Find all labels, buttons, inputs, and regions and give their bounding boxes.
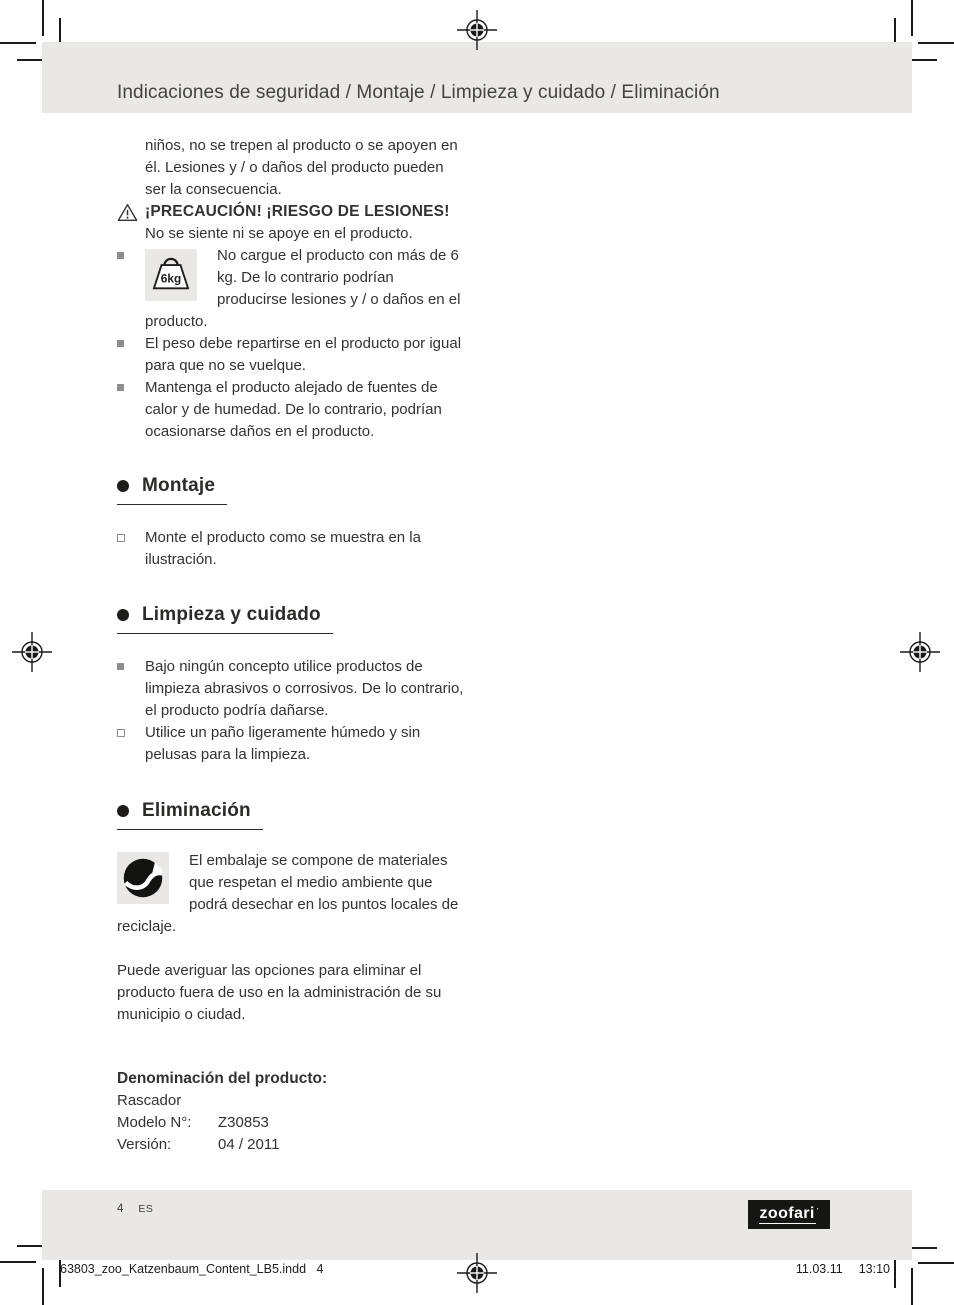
language-code: ES — [138, 1203, 154, 1215]
warning-triangle-icon — [117, 203, 138, 222]
product-info-section — [117, 1068, 465, 1156]
section-bullet-icon — [117, 805, 129, 817]
print-time: 13:10 — [858, 1262, 890, 1276]
svg-text:6kg: 6kg — [160, 271, 182, 286]
bullet-square-outline-icon — [117, 534, 125, 542]
version-value: 04 / 2011 — [218, 1136, 280, 1153]
product-heading: Denominación del producto: — [117, 1070, 328, 1087]
weight-distribution-text: El peso debe repartirse en el producto por igual para que no se vuelque. — [145, 335, 462, 374]
crop-mark — [42, 0, 44, 36]
model-label: Modelo N°: — [117, 1114, 192, 1131]
caution-item — [117, 201, 465, 245]
page-number: 4 — [117, 1203, 124, 1215]
max-weight-6kg-icon — [150, 257, 192, 293]
weight-limit-item — [117, 245, 465, 333]
weight-limit-text: No cargue el producto con más de 6 kg. De lo contrario podrían producirse lesiones y / o daños en el producto. — [145, 247, 461, 330]
packaging-block — [117, 850, 465, 938]
page-footer-bar — [42, 1190, 912, 1260]
registration-mark-icon — [900, 632, 940, 672]
product-name: Rascador — [117, 1092, 182, 1109]
limpieza-item-abrasivos — [117, 656, 465, 722]
product-version-row — [117, 1134, 465, 1156]
model-value: Z30853 — [218, 1114, 269, 1131]
safety-intro-text: niños, no se trepen al producto o se apoyen en él. Lesiones y / o daños del producto pueden ser la consecuencia. — [145, 137, 458, 198]
page-info — [117, 1203, 153, 1215]
disposal-text: Puede averiguar las opciones para eliminar el producto fuera de uso en la administración de su municipio o ciudad. — [117, 962, 442, 1023]
content-column — [117, 135, 465, 1156]
caution-heading: ¡PRECAUCIÓN! ¡RIESGO DE LESIONES! — [145, 203, 450, 220]
montaje-text: Monte el producto como se muestra en la ilustración. — [145, 529, 421, 568]
limpieza-heading: Limpieza y cuidado — [117, 604, 333, 634]
zoofari-logo-text: zoofari — [759, 1204, 815, 1222]
bullet-square-icon — [117, 663, 124, 670]
montaje-section — [117, 475, 465, 571]
zoofari-logo — [748, 1200, 830, 1229]
crop-mark — [911, 0, 913, 36]
page-title: Indicaciones de seguridad / Montaje / Limpieza y cuidado / Eliminación — [117, 82, 720, 104]
print-file-name: 63803_zoo_Katzenbaum_Content_LB5.indd 4 — [60, 1262, 324, 1276]
page-header-bar — [42, 42, 912, 113]
bullet-square-icon — [117, 384, 124, 391]
crop-mark — [0, 42, 36, 44]
crop-mark — [918, 42, 954, 44]
weight-distribution-item — [117, 333, 465, 377]
registration-mark-icon — [457, 1253, 497, 1293]
bullet-square-icon — [117, 252, 124, 259]
caution-text: No se siente ni se apoye en el producto. — [145, 225, 413, 242]
heat-humidity-item — [117, 377, 465, 443]
limpieza-item-pano — [117, 722, 465, 766]
print-date: 11.03.11 — [795, 1262, 843, 1276]
bullet-square-icon — [117, 340, 124, 347]
bullet-square-outline-icon — [117, 729, 125, 737]
limpieza-abrasivos-text: Bajo ningún concepto utilice productos de limpieza abrasivos o corrosivos. De lo contrario, el producto podría dañarse. — [145, 658, 464, 719]
montaje-item — [117, 527, 465, 571]
product-model-row — [117, 1112, 465, 1134]
montaje-heading: Montaje — [117, 475, 227, 505]
zoofari-logo-mark: · — [815, 1203, 820, 1215]
version-label: Versión: — [117, 1136, 172, 1153]
safety-section — [117, 135, 465, 443]
registration-mark-icon — [457, 10, 497, 50]
registration-mark-icon — [12, 632, 52, 672]
eliminacion-heading: Eliminación — [117, 800, 263, 830]
green-dot-recycling-icon — [121, 856, 165, 900]
heat-humidity-text: Mantenga el producto alejado de fuentes de calor y de humedad. De lo contrario, podrían ocasionarse daños en el producto. — [145, 379, 442, 440]
eliminacion-section — [117, 800, 465, 1026]
packaging-text: El embalaje se compone de materiales que respetan el medio ambiente que podrá desechar en los puntos locales de reciclaje. — [117, 852, 459, 935]
section-bullet-icon — [117, 609, 129, 621]
limpieza-pano-text: Utilice un paño ligeramente húmedo y sin pelusas para la limpieza. — [145, 724, 421, 763]
section-bullet-icon — [117, 480, 129, 492]
limpieza-section — [117, 604, 465, 766]
